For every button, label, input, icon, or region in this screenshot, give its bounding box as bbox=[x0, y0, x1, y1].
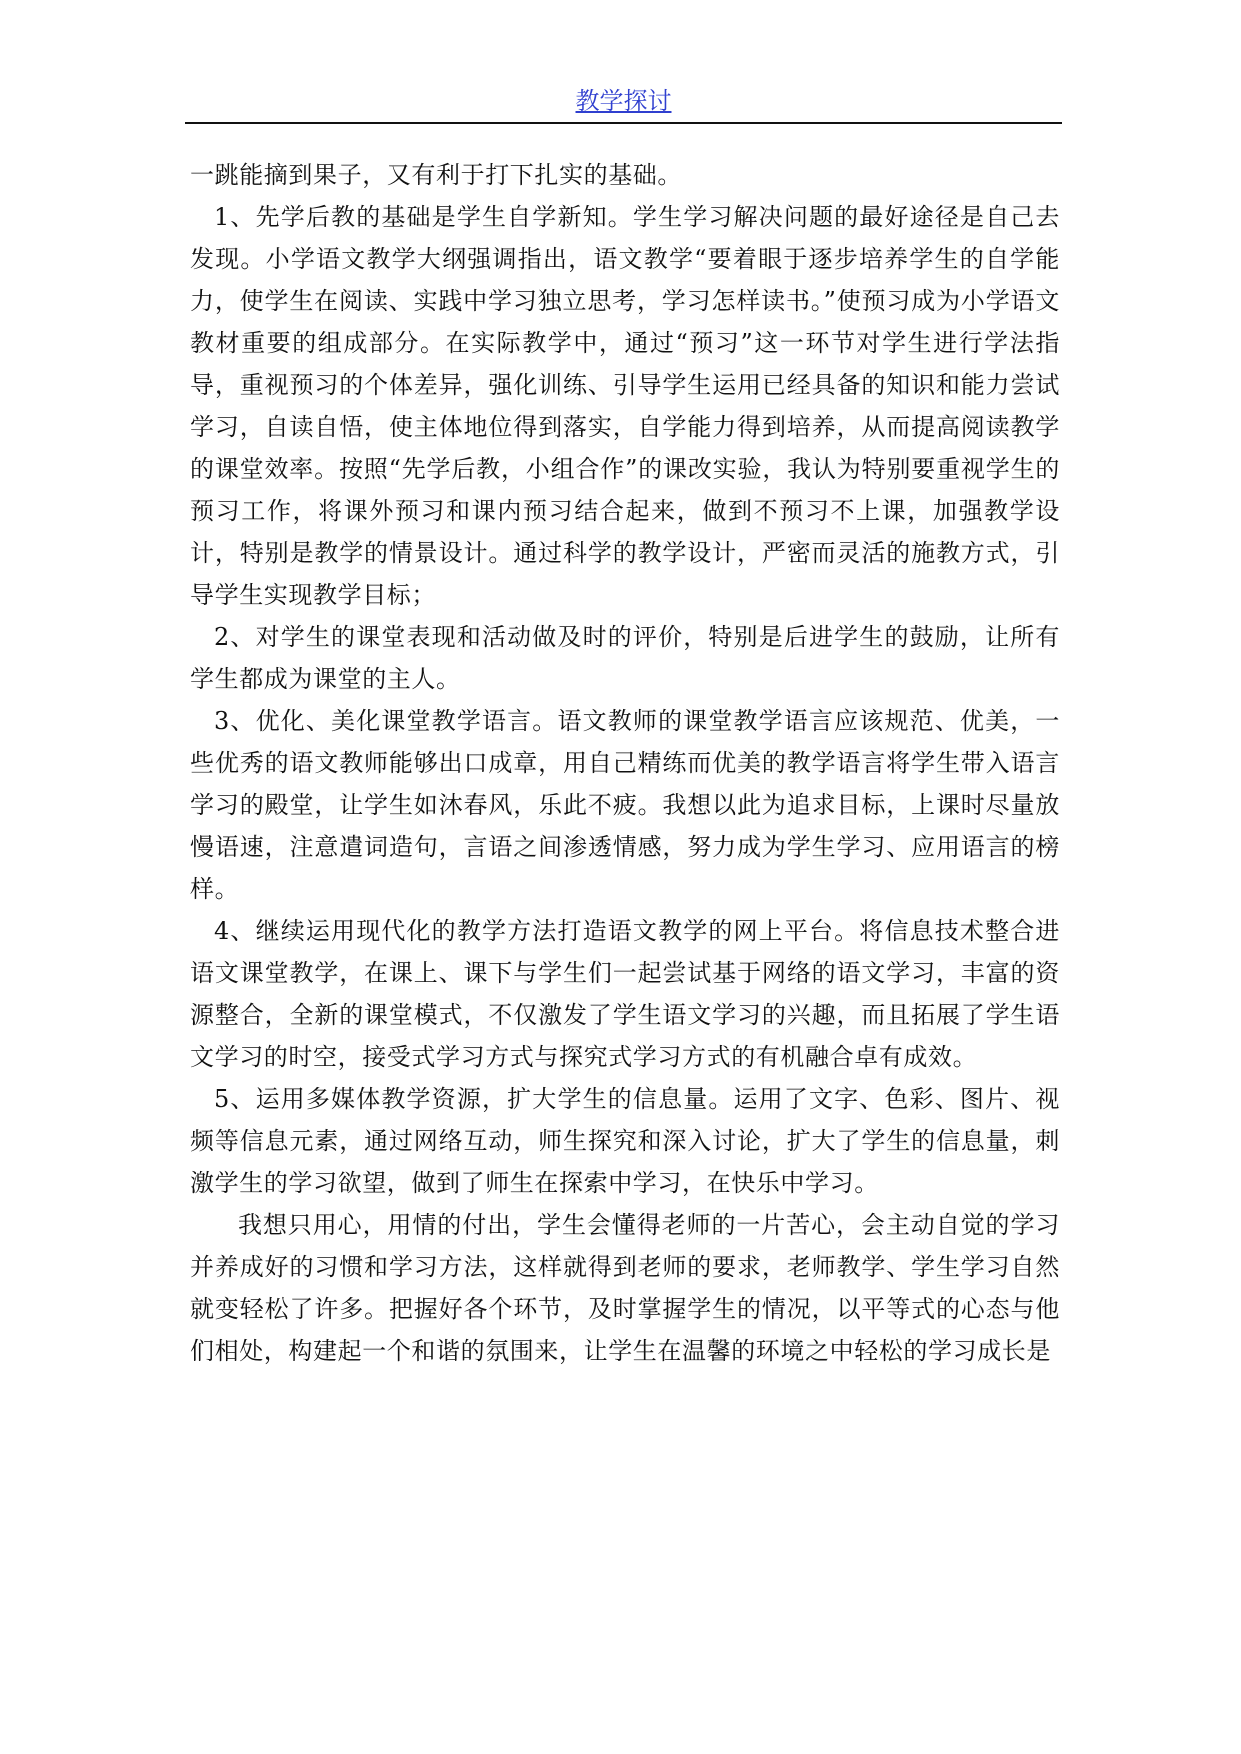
header-divider bbox=[185, 122, 1062, 124]
paragraph-item-3: 3、优化、美化课堂教学语言。语文教师的课堂教学语言应该规范、优美，一些优秀的语文教师能够出口成章，用自己精练而优美的教学语言将学生带入语言学习的殿堂，让学生如沐春风，乐此不疲。我想以此为追求目标，上课时尽量放慢语速，注意遣词造句，言语之间渗透情感，努力成为学生学习、应用语言的榜样。 bbox=[190, 707, 1060, 903]
paragraph-item-1: 1、先学后教的基础是学生自学新知。学生学习解决问题的最好途径是自己去发现。小学语文教学大纲强调指出，语文教学“要着眼于逐步培养学生的自学能力，使学生在阅读、实践中学习独立思考，学习怎样读书。”使预习成为小学语文教材重要的组成部分。在实际教学中，通过“预习”这一环节对学生进行学法指导，重视预习的个体差异，强化训练、引导学生运用已经具备的知识和能力尝试学习，自读自悟，使主体地位得到落实，自学能力得到培养，从而提高阅读教学的课堂效率。按照“先学后教，小组合作”的课改实验，我认为特别要重视学生的预习工作，将课外预习和课内预习结合起来，做到不预习不上课，加强教学设计，特别是教学的情景设计。通过科学的教学设计，严密而灵活的施教方式，引导学生实现教学目标； bbox=[190, 203, 1060, 609]
paragraph-item-2: 2、对学生的课堂表现和活动做及时的评价，特别是后进学生的鼓励，让所有学生都成为课堂的主人。 bbox=[190, 623, 1060, 693]
paragraph-item-4: 4、继续运用现代化的教学方法打造语文教学的网上平台。将信息技术整合进语文课堂教学，在课上、课下与学生们一起尝试基于网络的语文学习，丰富的资源整合，全新的课堂模式，不仅激发了学生语文学习的兴趣，而且拓展了学生语文学习的时空，接受式学习方式与探究式学习方式的有机融合卓有成效。 bbox=[190, 917, 1060, 1071]
paragraph-item-5: 5、运用多媒体教学资源，扩大学生的信息量。运用了文字、色彩、图片、视频等信息元素，通过网络互动，师生探究和深入讨论，扩大了学生的信息量，刺激学生的学习欲望，做到了师生在探索中学习，在快乐中学习。 bbox=[190, 1085, 1060, 1197]
header-title-link[interactable]: 教学探讨 bbox=[575, 87, 672, 115]
paragraph-conclusion: 我想只用心，用情的付出，学生会懂得老师的一片苦心，会主动自觉的学习并养成好的习惯和学习方法，这样就得到老师的要求，老师教学、学生学习自然就变轻松了许多。把握好各个环节，及时掌握学生的情况，以平等式的心态与他们相处，构建起一个和谐的氛围来，让学生在温馨的环境之中轻松的学习成长是 bbox=[190, 1211, 1060, 1365]
paragraph-continuation: 一跳能摘到果子，又有利于打下扎实的基础。 bbox=[190, 161, 682, 189]
page-header bbox=[185, 86, 1062, 116]
body-text bbox=[190, 154, 1060, 1372]
